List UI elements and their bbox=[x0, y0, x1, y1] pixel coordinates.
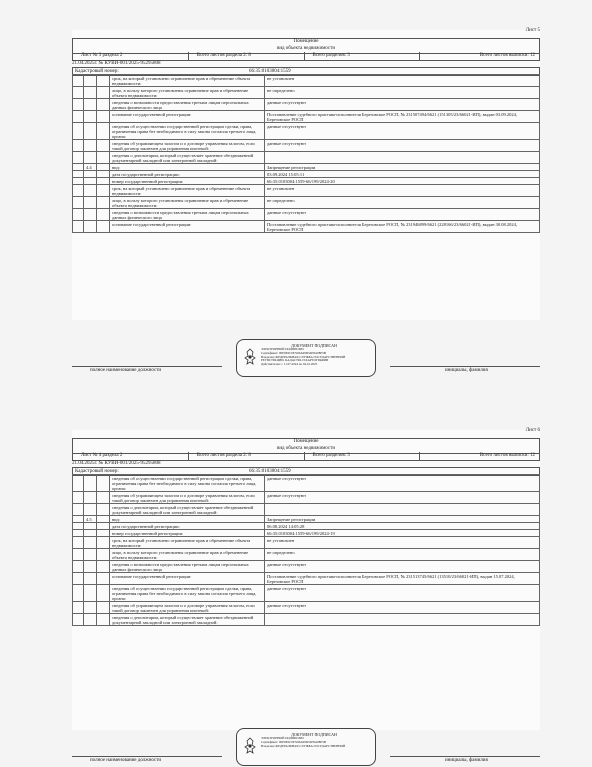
name-line bbox=[390, 366, 540, 367]
table-row: сведения об управляющем залогом и о договоре управления залогом, если такой договор заключен для управления ипотекой: данные отсутствуют bbox=[73, 602, 540, 614]
extract-sheets-total: Всего листов выписки: 12 bbox=[479, 453, 535, 458]
name-caption: инициалы, фамилия bbox=[445, 368, 488, 373]
table-row: основание государственной регистрации: Постановление судебного пристава-исполнителя Березовское РОСП, № 231513745/6621 (13510/23/66021-ИП), выдан 15.07.2024, Березовское РОСП bbox=[73, 573, 540, 585]
table-row: сведения об управляющем залогом и о договоре управления залогом, если такой договор заключен для управления ипотекой: данные отсутствуют bbox=[73, 492, 540, 504]
table-row: срок, на который установлено ограничение прав и обременение объекта недвижимости: не установлен bbox=[73, 537, 540, 549]
position-caption: полное наименование должности bbox=[90, 368, 162, 373]
encumbrance-table-2 bbox=[72, 474, 540, 626]
sheet-number: Лист 6 bbox=[525, 428, 540, 433]
table-row: дата государственной регистрации: 03.09.2024 15:05:11 bbox=[73, 171, 540, 178]
object-type-caption: вид объекта недвижимости bbox=[276, 445, 336, 451]
table-row: номер государственной регистрации: 66:35:0103004:1559-66/199/2024-19 bbox=[73, 530, 540, 537]
cadastral-value: 66:35:0103004:1559 bbox=[249, 469, 291, 474]
entry-number: 4.5 bbox=[84, 516, 97, 523]
table-row: сведения о депозитарии, который осуществляет хранение обездвиженной документарной закладной или электронной закладной: bbox=[73, 152, 540, 164]
cadastral-value: 66:35:0103004:1559 bbox=[249, 69, 291, 74]
table-row: срок, на который установлено ограничение прав и обременение объекта недвижимости: не установлен bbox=[73, 75, 540, 87]
sheet-counts-row bbox=[72, 52, 540, 61]
object-type: Помещение bbox=[293, 39, 319, 44]
section-sheets-total: Всего листов раздела 2: 8 bbox=[189, 452, 305, 460]
table-row: номер государственной регистрации: 66:35:0103004:1559-66/199/2024-20 bbox=[73, 178, 540, 185]
stamp-details: ЭЛЕКТРОННОЙ ПОДПИСЬЮ Сертификат: 00E9E0C0E5D6A99D54E8A08E5B Владелец: ФЕДЕРАЛЬНАЯ СЛУЖБА ГОСУДАРСТВЕННОЙ bbox=[261, 736, 346, 748]
table-row: лицо, в пользу которого установлены ограничение прав и обременение объекта недвижимости: не определено bbox=[73, 197, 540, 209]
sheet-6 bbox=[72, 430, 540, 730]
e-signature-stamp bbox=[236, 728, 376, 766]
sheet-counts-row bbox=[72, 452, 540, 461]
table-row: основание государственной регистрации: Постановление судебного пристава-исполнителя Березовское РОСП, № 231507494/6621 (151305/23/66021-ИП), выдан 03.09.2024, Березовское РОСП bbox=[73, 111, 540, 123]
sheet-number: Лист 5 bbox=[525, 28, 540, 33]
section-sheets-total: Всего листов раздела 2: 8 bbox=[189, 52, 305, 60]
coat-of-arms-icon bbox=[243, 348, 257, 366]
sheet-5 bbox=[72, 30, 540, 320]
cadastral-label: Кадастровый номер: bbox=[75, 469, 119, 474]
name-caption: инициалы, фамилия bbox=[445, 758, 488, 763]
coat-of-arms-icon bbox=[243, 737, 257, 755]
position-line bbox=[72, 756, 222, 757]
extract-sheets-total: Всего листов выписки: 12 bbox=[479, 53, 535, 58]
table-row: сведения о депозитарии, который осуществляет хранение обездвиженной документарной закладной или электронной закладной: bbox=[73, 504, 540, 516]
table-row: сведения об осуществлении государственной регистрации сделки, права, ограничения права без необходимого в силу закона согласия третьего лица, органа: данные отсутствуют bbox=[73, 585, 540, 602]
sheet-of-section: Лист № 4 раздела 2 bbox=[73, 452, 189, 460]
table-row: сведения об управляющем залогом и о договоре управления залогом, если такой договор заключен для управления ипотекой: данные отсутствуют bbox=[73, 140, 540, 152]
table-row: лицо, в пользу которого установлены ограничение прав и обременение объекта недвижимости: не определено bbox=[73, 87, 540, 99]
stamp-title: ДОКУМЕНТ ПОДПИСАН bbox=[291, 732, 337, 737]
e-signature-stamp bbox=[236, 339, 376, 377]
stamp-details: ЭЛЕКТРОННОЙ ПОДПИСЬЮ Сертификат: 00E9E0C0E5D6A99D54E8A08E5B Владелец: ФЕДЕРАЛЬНАЯ СЛУЖБА ГОСУДАРСТВЕННОЙ РЕГИСТРАЦИИ, КАДАСТРА И КАРТОГРАФИИ Действителен: с 11.07.2024 по 04.10.2025 bbox=[261, 347, 346, 367]
table-row: сведения об осуществлении государственной регистрации сделки, права, ограничения права без необходимого в силу закона согласия третьего лица, органа: данные отсутствуют bbox=[73, 475, 540, 492]
extract-date-number: 21.04.2025г. № КУВИ-001/2025-95295808 bbox=[72, 61, 161, 66]
extract-date-number: 21.04.2025г. № КУВИ-001/2025-95295808 bbox=[72, 461, 161, 466]
cadastral-label: Кадастровый номер: bbox=[75, 69, 119, 74]
entry-row: 4.5 вид: Запрещение регистрации bbox=[73, 516, 540, 523]
sections-total: Всего разделов: 3 bbox=[305, 452, 421, 460]
table-row: сведения о возможности предоставления третьим лицам персональных данных физического лица данные отсутствуют bbox=[73, 561, 540, 573]
object-type-caption: вид объекта недвижимости bbox=[276, 45, 336, 51]
name-line bbox=[390, 756, 540, 757]
sheet-of-section: Лист № 3 раздела 2 bbox=[73, 52, 189, 60]
table-row: дата государственной регистрации: 06.08.2024 14:05:28 bbox=[73, 523, 540, 530]
table-row: лицо, в пользу которого установлены ограничение прав и обременение объекта недвижимости: не определено bbox=[73, 549, 540, 561]
encumbrance-table-1 bbox=[72, 74, 540, 233]
entry-number: 4.4 bbox=[84, 164, 97, 171]
entry-row: 4.4 вид: Запрещение регистрации bbox=[73, 164, 540, 171]
table-row: сведения о депозитарии, который осуществляет хранение обездвиженной документарной закладной или электронной закладной: bbox=[73, 614, 540, 626]
object-type: Помещение bbox=[293, 439, 319, 444]
table-row: основание государственной регистрации: Постановление судебного пристава-исполнителя Березовское РОСП, № 231946899/6621 (228166/23/66021-ИП), выдан 30.08.2024, Березовское РОСП bbox=[73, 221, 540, 233]
table-row: сведения о возможности предоставления третьим лицам персональных данных физического лица данные отсутствуют bbox=[73, 209, 540, 221]
table-row: сведения о возможности предоставления третьим лицам персональных данных физического лица данные отсутствуют bbox=[73, 99, 540, 111]
table-row: сведения об осуществлении государственной регистрации сделки, права, ограничения права без необходимого в силу закона согласия третьего лица, органа: данные отсутствуют bbox=[73, 123, 540, 140]
table-row: срок, на который установлено ограничение прав и обременение объекта недвижимости: не установлен bbox=[73, 185, 540, 197]
position-line bbox=[72, 366, 222, 367]
stamp-title: ДОКУМЕНТ ПОДПИСАН bbox=[291, 343, 337, 348]
position-caption: полное наименование должности bbox=[90, 758, 162, 763]
sections-total: Всего разделов: 3 bbox=[305, 52, 421, 60]
